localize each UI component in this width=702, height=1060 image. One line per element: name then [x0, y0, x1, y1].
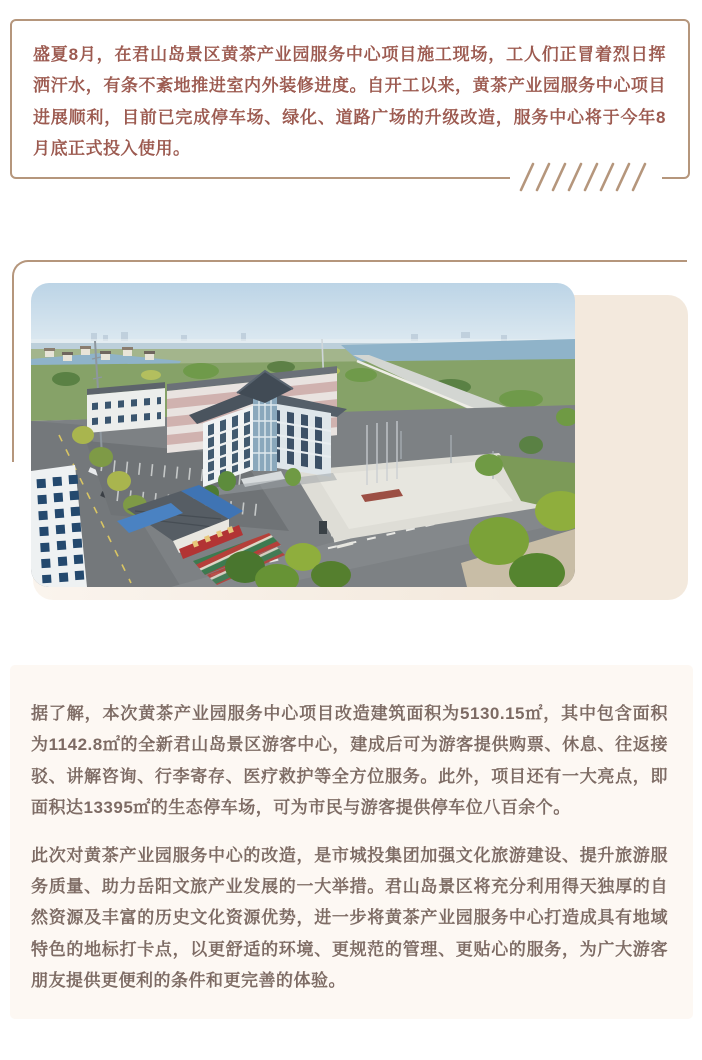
photo-section: [0, 179, 702, 600]
body-paragraph-2: 此次对黄茶产业园服务中心的改造，是市城投集团加强文化旅游建设、提升旅游服务质量、助力岳阳文旅产业发展的一大举措。君山岛景区将充分利用得天独厚的自然资源及丰富的历史文化资源优势，进一步将黄茶产业园服务中心打造成具有地域特色的地标打卡点，以更舒适的环境、更规范的管理、更贴心的服务，为广大游客朋友提供更便利的条件和更完善的体验。: [31, 845, 668, 991]
body-section: [10, 665, 693, 1019]
intro-framed-box: [10, 19, 690, 179]
aerial-photo-service-center[interactable]: [31, 283, 575, 587]
article-page: [0, 19, 702, 1019]
intro-paragraph: 盛夏8月，在君山岛景区黄茶产业园服务中心项目施工现场，工人们正冒着烈日挥洒汗水，有条不紊地推进室内外装修进度。自开工以来，黄茶产业园服务中心项目进展顺利，目前已完成停车场、绿化、道路广场的升级改造，服务中心将于今年8月底正式投入使用。: [33, 45, 666, 159]
body-paragraph-1: 据了解，本次黄茶产业园服务中心项目改造建筑面积为5130.15㎡，其中包含面积为1142.8㎡的全新君山岛景区游客中心，建成后可为游客提供购票、休息、往返接驳、讲解咨询、行李寄存、医疗救护等全方位服务。此外，项目还有一大亮点，即面积达13395㎡的生态停车场，可为市民与游客提供停车位八百余个。: [31, 703, 668, 818]
